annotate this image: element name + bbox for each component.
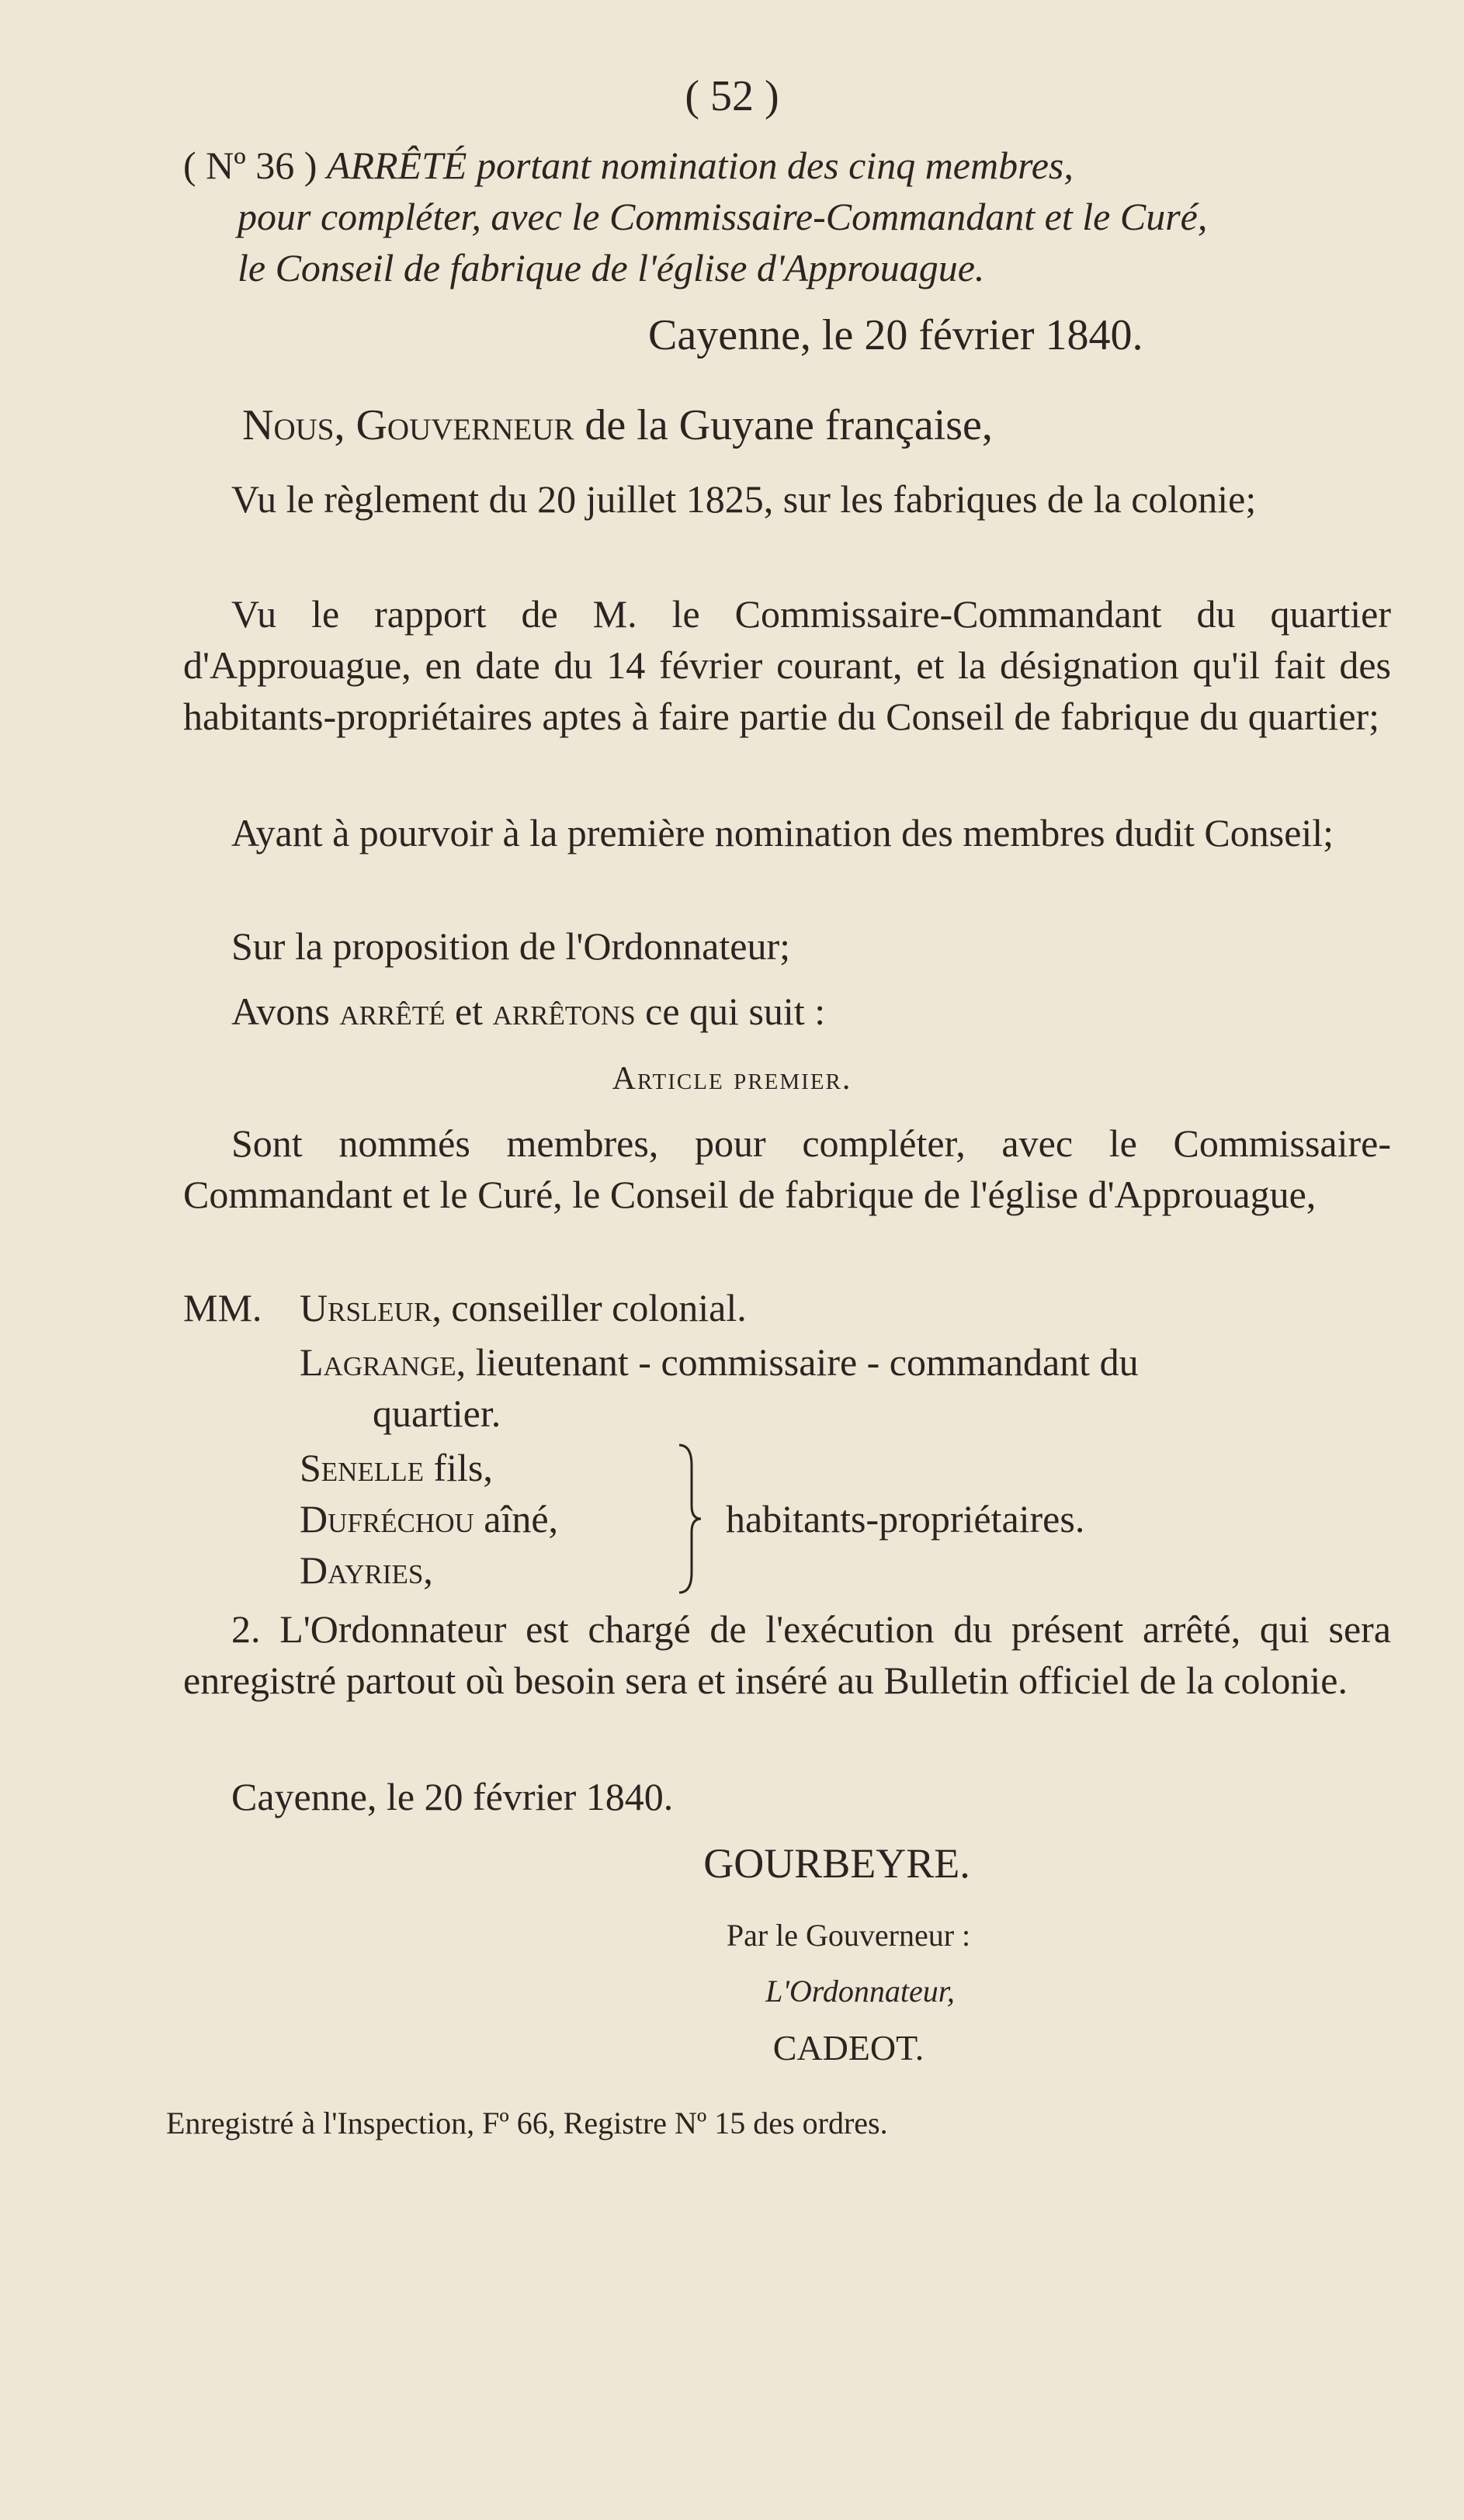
- decree-heading: [183, 140, 1394, 293]
- member-suffix-dufrechou: aîné,: [474, 1497, 559, 1541]
- preamble-nous: Nous,: [242, 401, 345, 449]
- closing-date: Cayenne, le 20 février 1840.: [231, 1775, 674, 1818]
- par-le-gouverneur: Par le Gouverneur :: [726, 1918, 971, 1953]
- dateline: Cayenne, le 20 février 1840.: [648, 311, 1143, 359]
- avons-1: Avons: [231, 990, 330, 1033]
- avons-arrete-word: arrêté: [339, 990, 446, 1033]
- member-suffix-senelle: fils,: [423, 1446, 493, 1489]
- avons-arretons-word: arrêtons: [492, 990, 636, 1033]
- member-role-ursleur: , conseiller colonial.: [432, 1286, 747, 1329]
- considerant-vu-reglement: Vu le règlement du 20 juillet 1825, sur les fabriques de la colonie;: [231, 477, 1257, 521]
- decree-title-line-1: ARRÊTÉ portant nomination des cinq membres,: [326, 144, 1074, 187]
- considerant-vu-rapport: Vu le rapport de M. le Commissaire-Commandant du quartier d'Approuague, en date du 14 février courant, et la désignation qu'il fait des habitants-propriétaires aptes à faire partie du Conseil de fabrique du quartier;: [183, 592, 1391, 738]
- member-name-senelle: Senelle: [300, 1446, 424, 1489]
- preamble-of: de la Guyane française,: [585, 401, 993, 449]
- member-senelle: [300, 1442, 664, 1493]
- member-group: [300, 1442, 1084, 1596]
- member-name-dayries: Dayries: [300, 1548, 424, 1592]
- preamble-gouverneur: Gouverneur: [356, 401, 574, 449]
- member-row-1: [183, 1282, 747, 1333]
- member-row-2: [300, 1336, 1386, 1439]
- member-role-lagrange: , lieutenant - commissaire - commandant du: [456, 1340, 1139, 1384]
- member-group-role: habitants-propriétaires.: [726, 1497, 1085, 1541]
- signature-ordonnateur: CADEOT.: [772, 2028, 925, 2068]
- considerant-ayant: Ayant à pourvoir à la première nomination des membres dudit Conseil;: [231, 811, 1334, 854]
- avons-2: et: [454, 990, 484, 1033]
- decree-title-line-2: pour compléter, avec le Commissaire-Commandant et le Curé,: [238, 195, 1208, 238]
- ordonnateur-label: L'Ordonnateur,: [765, 1974, 955, 2009]
- article-title: Article premier.: [612, 1061, 852, 1097]
- signature-governor: GOURBEYRE.: [703, 1840, 970, 1887]
- registration-footer: Enregistré à l'Inspection, Fº 66, Registre Nº 15 des ordres.: [166, 2106, 888, 2140]
- avons-arrete: [183, 986, 1391, 1037]
- member-name-dufrechou: Dufréchou: [300, 1497, 474, 1541]
- considerant-sur: Sur la proposition de l'Ordonnateur;: [231, 924, 790, 968]
- member-dayries: [300, 1544, 664, 1596]
- member-group-names: [300, 1442, 664, 1596]
- member-name-ursleur: Ursleur: [300, 1286, 432, 1329]
- member-suffix-dayries: ,: [423, 1548, 433, 1592]
- page-number: ( 52 ): [685, 72, 779, 120]
- preamble: [242, 400, 993, 450]
- article-2-text: 2. L'Ordonnateur est chargé de l'exécution du présent arrêté, qui sera enregistré partout où besoin sera et inséré au Bulletin officiel de la colonie.: [183, 1607, 1391, 1702]
- avons-3: ce qui suit :: [645, 990, 826, 1033]
- member-name-lagrange: Lagrange: [300, 1340, 456, 1384]
- mm-label: MM.: [183, 1286, 262, 1329]
- article-1-text: Sont nommés membres, pour compléter, avec le Commissaire-Commandant et le Curé, le Conseil de fabrique de l'église d'Approuague,: [183, 1121, 1391, 1216]
- decree-number: ( Nº 36 ): [183, 144, 317, 187]
- curly-brace-icon: [675, 1442, 706, 1596]
- member-role-lagrange-cont: quartier.: [373, 1392, 501, 1435]
- member-dufrechou: [300, 1493, 664, 1544]
- decree-title-line-3: le Conseil de fabrique de l'église d'Approuague.: [238, 246, 985, 289]
